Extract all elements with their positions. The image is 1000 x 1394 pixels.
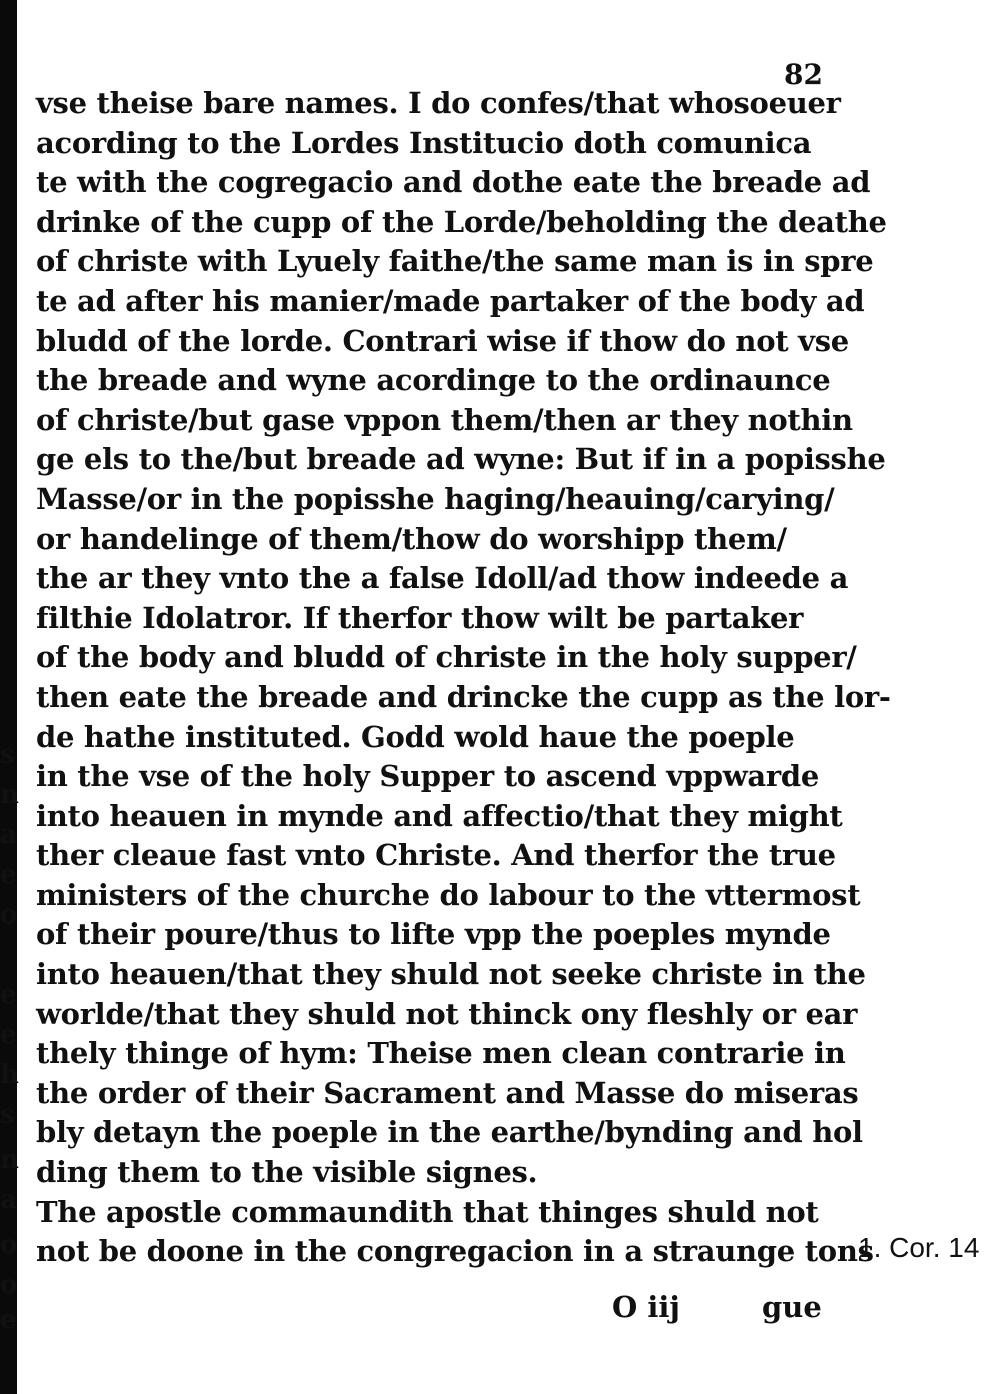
text-line: of the body and bludd of christe in the holy supper/ — [36, 640, 857, 675]
text-line: into heauen in mynde and affectio/that they might — [36, 798, 843, 833]
margin-letter: e — [0, 1020, 17, 1050]
text-line: the breade and wyne acordinge to the ordinaunce — [36, 363, 831, 398]
margin-letter: o — [0, 900, 18, 930]
margin-letter: n — [0, 1145, 19, 1175]
text-line: acording to the Lordes Institucio doth comunica — [36, 125, 812, 160]
text-line: The apostle commaundith that thinges shuld not — [36, 1194, 819, 1229]
text-line: worlde/that they shuld not thinck ony fleshly or ear — [36, 996, 858, 1031]
text-line: te ad after his manier/made partaker of the body ad — [36, 283, 865, 318]
margin-letter: o — [0, 1270, 18, 1300]
text-line: bludd of the lorde. Contrari wise if thow do not vse — [36, 323, 849, 358]
text-line: of christe/but gase vppon them/then ar they nothin — [36, 402, 853, 437]
text-line: of christe with Lyuely faithe/the same man is in spre — [36, 244, 874, 279]
text-line: into heauen/that they shuld not seeke christe in the — [36, 957, 866, 992]
signature-mark: O iij — [612, 1290, 680, 1324]
text-line: not be doone in the congregacion in a straunge tons — [36, 1234, 874, 1269]
text-line: ge els to the/but breade ad wyne: But if in a popisshe — [36, 442, 886, 477]
margin-letter: a — [0, 1185, 17, 1215]
text-line: ministers of the churche do labour to the vttermost — [36, 877, 861, 912]
margin-letter: e — [0, 860, 17, 890]
text-line: the ar they vnto the a false Idoll/ad thow indeede a — [36, 561, 849, 596]
text-line: in the vse of the holy Supper to ascend vppwarde — [36, 759, 819, 794]
text-line: thely thinge of hym: Theise men clean contrarie in — [36, 1036, 846, 1071]
margin-letter: n — [0, 780, 19, 810]
margin-letter: s — [0, 1100, 15, 1130]
text-line: vse theise bare names. I do confes/that whosoeuer — [36, 86, 841, 120]
margin-letter: o — [0, 1230, 18, 1260]
text-line: de hathe instituted. Godd wold haue the poeple — [36, 719, 795, 754]
text-line: ding them to the visible signes. — [36, 1155, 538, 1190]
text-line: or handelinge of them/thow do worshipp them/ — [36, 521, 787, 556]
left-margin-bleed — [0, 0, 20, 1394]
text-line: filthie Idolatror. If therfor thow wilt be partaker — [36, 600, 804, 635]
margin-letter: e — [0, 1305, 17, 1335]
margin-letter: e — [0, 980, 17, 1010]
margin-letter: h — [0, 1060, 19, 1090]
marginal-reference: 1. Cor. 14 — [858, 1232, 980, 1263]
text-line: the order of their Sacrament and Masse do miseras — [36, 1075, 859, 1110]
text-line: bly detayn the poeple in the earthe/bynding and hol — [36, 1115, 863, 1150]
body-text — [36, 84, 891, 1272]
text-line: of their poure/thus to lifte vpp the poeples mynde — [36, 917, 831, 952]
margin-letter: a — [0, 820, 17, 850]
text-line: then eate the breade and drincke the cupp as the lor- — [36, 679, 891, 714]
text-line: drinke of the cupp of the Lorde/beholding the deathe — [36, 204, 887, 239]
text-line: ther cleaue fast vnto Christe. And therfor the true — [36, 838, 836, 873]
catchword: gue — [762, 1290, 822, 1324]
text-line: Masse/or in the popisshe haging/heauing/carying/ — [36, 481, 835, 516]
page-number: 82 — [784, 58, 823, 91]
margin-letter: s — [0, 740, 15, 770]
text-line: te with the cogregacio and dothe eate the breade ad — [36, 165, 871, 200]
